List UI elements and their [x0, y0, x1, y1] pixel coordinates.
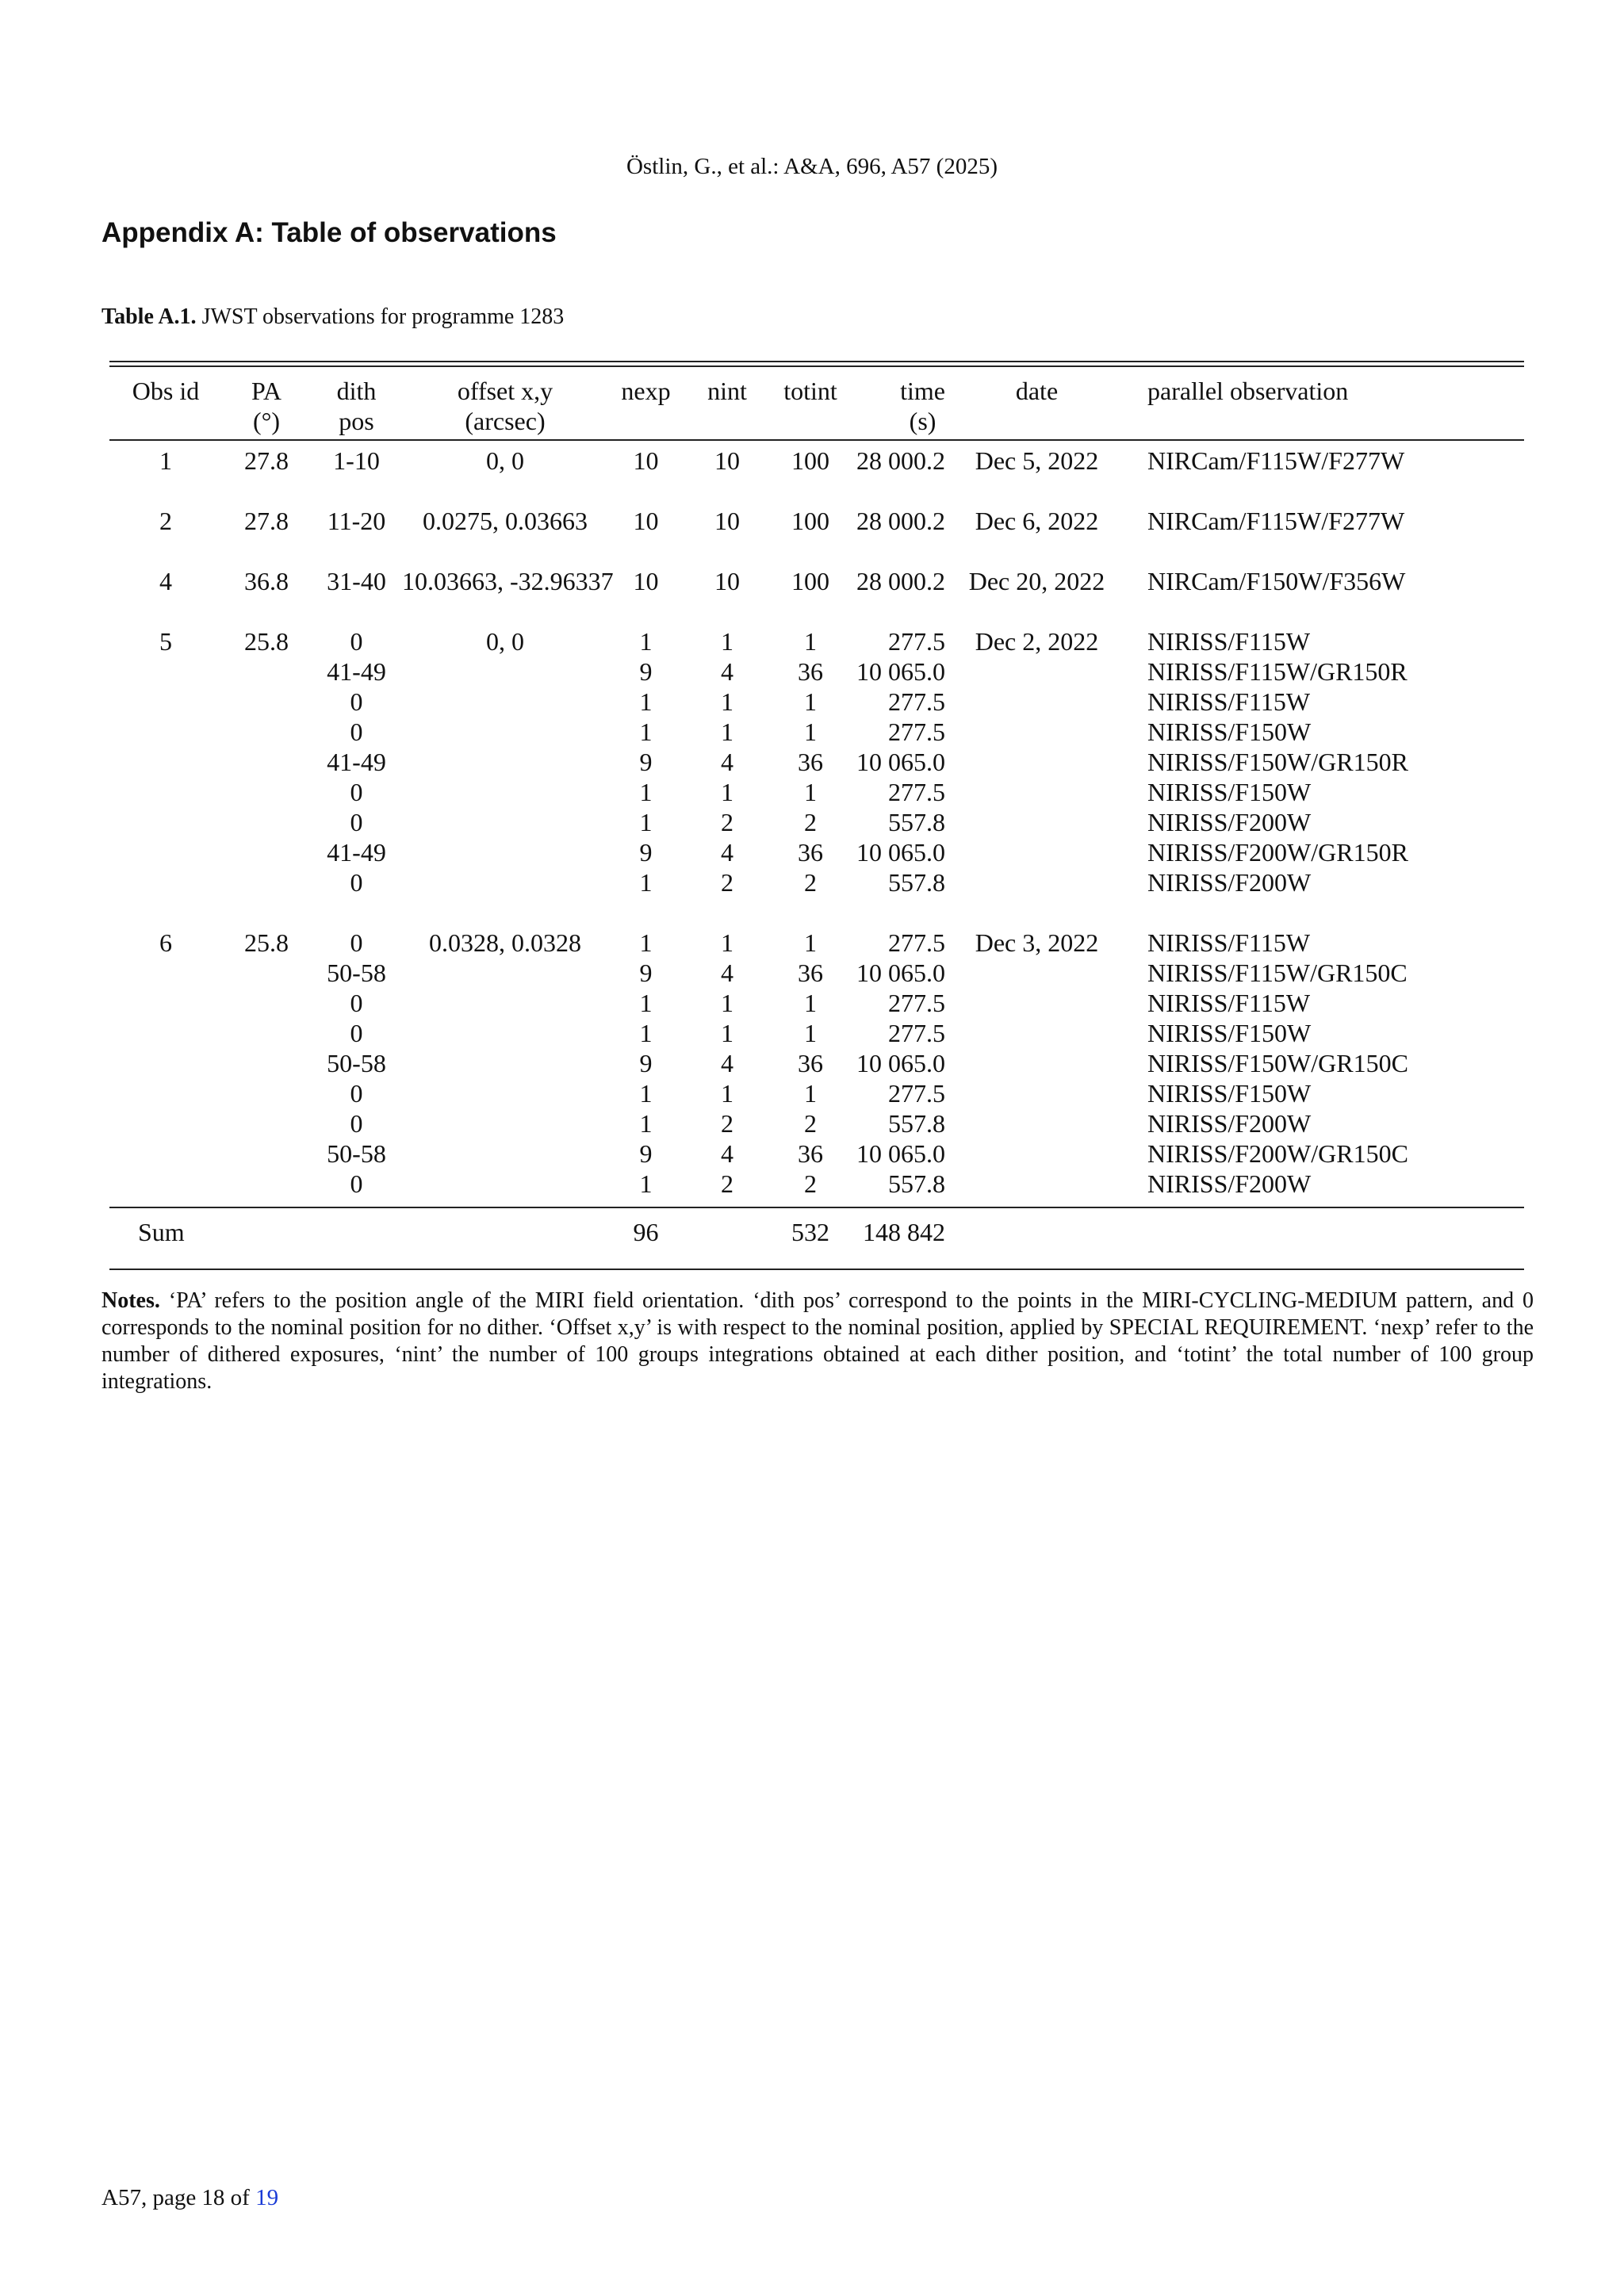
cell-parallel: NIRISS/F200W/GR150C — [1147, 1139, 1408, 1168]
cell-dith-pos: 1-10 — [333, 446, 380, 475]
page-number-text: A57, page 18 of — [102, 2185, 256, 2210]
cell-dith-pos: 50-58 — [327, 1139, 386, 1168]
table-sum-row — [109, 1215, 1524, 1249]
cell-time: 557.8 — [888, 868, 945, 897]
table-body — [109, 446, 1524, 1249]
table-row — [109, 656, 1524, 687]
cell-parallel: NIRISS/F115W/GR150C — [1147, 959, 1408, 987]
cell-pa — [222, 1048, 311, 1078]
table-spacer-row — [109, 596, 1524, 626]
cell-dith-pos: 0 — [350, 1109, 363, 1138]
spacer-cell — [109, 897, 1524, 928]
cell-offset — [402, 687, 608, 717]
cell-dith-pos: 41-49 — [327, 838, 386, 867]
cell-date — [945, 988, 1128, 1018]
cell-pa — [222, 1169, 311, 1199]
cell-obs-id: 4 — [159, 567, 172, 595]
table-row — [109, 807, 1524, 837]
cell-totint: 2 — [804, 808, 817, 836]
cell-nint: 2 — [721, 1169, 733, 1198]
cell-time: 277.5 — [888, 778, 945, 806]
cell-time: 28 000.2 — [856, 446, 945, 475]
cell-parallel: NIRISS/F200W — [1147, 1169, 1312, 1198]
cell-totint: 2 — [804, 1169, 817, 1198]
observations-table — [109, 369, 1524, 1249]
column-header: dith pos — [336, 377, 377, 435]
cell-obs-id: 2 — [159, 507, 172, 535]
cell-obs-id — [109, 717, 222, 747]
table-bottom-rule — [109, 1269, 1524, 1270]
cell-time: 277.5 — [888, 627, 945, 656]
table-row — [109, 1138, 1524, 1169]
cell-parallel: NIRISS/F115W — [1147, 687, 1311, 716]
cell-dith-pos: 11-20 — [327, 507, 386, 535]
spacer-cell — [109, 1199, 1524, 1215]
cell-time: 277.5 — [888, 1019, 945, 1047]
cell-totint: 1 — [804, 1019, 817, 1047]
cell-totint: 36 — [798, 748, 823, 776]
cell-time: 10 065.0 — [856, 1049, 945, 1077]
cell-parallel: NIRISS/F200W — [1147, 868, 1312, 897]
cell-nexp: 9 — [639, 1049, 653, 1077]
cell-time: 10 065.0 — [856, 657, 945, 686]
cell-date: Dec 20, 2022 — [968, 567, 1105, 595]
cell-parallel: NIRISS/F115W — [1147, 989, 1311, 1017]
cell-offset — [402, 1048, 608, 1078]
cell-time: 28 000.2 — [856, 507, 945, 535]
cell-nint: 4 — [721, 838, 733, 867]
cell-date — [945, 807, 1128, 837]
cell-obs-id — [109, 1108, 222, 1138]
table-top-rule — [109, 361, 1524, 362]
cell-nexp: 1 — [639, 778, 653, 806]
cell-nint: 1 — [721, 1019, 733, 1047]
cell-offset: 0.0328, 0.0328 — [429, 928, 581, 957]
column-header: totint — [783, 377, 837, 405]
cell-time: 557.8 — [888, 1169, 945, 1198]
cell-offset — [402, 867, 608, 897]
cell-parallel: NIRISS/F150W — [1147, 718, 1312, 746]
cell-date — [945, 867, 1128, 897]
table-row — [109, 867, 1524, 897]
cell-pa — [222, 837, 311, 867]
cell-nint: 10 — [714, 567, 740, 595]
cell-pa — [222, 958, 311, 988]
cell-dith-pos: 0 — [350, 989, 363, 1017]
cell-totint: 36 — [798, 657, 823, 686]
cell-obs-id — [109, 777, 222, 807]
cell-nint: 1 — [721, 778, 733, 806]
cell-obs-id — [109, 958, 222, 988]
cell-date — [945, 656, 1128, 687]
cell-nexp: 1 — [639, 989, 653, 1017]
cell-parallel: NIRISS/F150W/GR150C — [1147, 1049, 1408, 1077]
column-header: PA (°) — [251, 377, 282, 435]
cell-offset — [402, 958, 608, 988]
cell-offset: 0, 0 — [486, 627, 524, 656]
table-row — [109, 687, 1524, 717]
table-row — [109, 988, 1524, 1018]
cell-offset — [402, 656, 608, 687]
notes-label: Notes. — [102, 1288, 160, 1313]
cell-pa: 27.8 — [244, 446, 289, 475]
cell-time: 10 065.0 — [856, 959, 945, 987]
cell-nint: 1 — [721, 627, 733, 656]
table-row — [109, 777, 1524, 807]
cell-totint: 36 — [798, 838, 823, 867]
cell-offset — [402, 777, 608, 807]
cell-pa — [222, 1108, 311, 1138]
cell-nint: 4 — [721, 657, 733, 686]
table-row — [109, 1108, 1524, 1138]
cell-nexp: 1 — [639, 627, 653, 656]
cell-nexp: 9 — [639, 959, 653, 987]
cell-date — [945, 747, 1128, 777]
cell-time: 10 065.0 — [856, 1139, 945, 1168]
table-caption-text: JWST observations for programme 1283 — [196, 304, 565, 329]
cell-nint: 4 — [721, 959, 733, 987]
cell-date: Dec 5, 2022 — [975, 446, 1099, 475]
cell-nexp: 9 — [639, 1139, 653, 1168]
cell-nexp: 1 — [639, 808, 653, 836]
cell-dith-pos: 50-58 — [327, 959, 386, 987]
table-row — [109, 747, 1524, 777]
cell-offset: 10.03663, -32.96337 — [402, 567, 614, 595]
cell-nexp: 10 — [633, 567, 659, 595]
cell-obs-id — [109, 988, 222, 1018]
cell-nexp: 9 — [639, 748, 653, 776]
cell-date: Dec 6, 2022 — [975, 507, 1099, 535]
cell-totint: 100 — [791, 567, 829, 595]
cell-time: 28 000.2 — [856, 567, 945, 595]
cell-time: 10 065.0 — [856, 838, 945, 867]
cell-time: 557.8 — [888, 808, 945, 836]
cell-totint: 36 — [798, 1049, 823, 1077]
page-footer — [102, 2185, 278, 2211]
cell-pa: 36.8 — [244, 567, 289, 595]
cell-parallel: NIRISS/F150W — [1147, 1079, 1312, 1108]
cell-totint: 100 — [791, 446, 829, 475]
table-spacer-row — [109, 1199, 1524, 1215]
cell-date — [945, 777, 1128, 807]
column-header: date — [1015, 377, 1059, 405]
cell-time: 277.5 — [888, 718, 945, 746]
cell-nexp: 1 — [639, 687, 653, 716]
cell-pa — [222, 717, 311, 747]
cell-date — [945, 837, 1128, 867]
cell-parallel: NIRISS/F200W — [1147, 1109, 1312, 1138]
cell-date — [945, 1138, 1128, 1169]
cell-dith-pos: 41-49 — [327, 748, 386, 776]
table-top-rule-second — [109, 365, 1524, 367]
cell-dith-pos: 31-40 — [327, 567, 386, 595]
cell-time: 277.5 — [888, 1079, 945, 1108]
cell-dith-pos: 0 — [350, 928, 363, 957]
cell-nexp: 1 — [639, 1109, 653, 1138]
cell-offset — [402, 1078, 608, 1108]
cell-date — [945, 958, 1128, 988]
spacer-cell — [109, 536, 1524, 566]
cell-dith-pos: 0 — [350, 718, 363, 746]
cell-obs-id — [109, 807, 222, 837]
cell-dith-pos: 0 — [350, 1019, 363, 1047]
cell-dith-pos: 0 — [350, 1079, 363, 1108]
cell-nexp: 10 — [633, 446, 659, 475]
cell-totint: 36 — [798, 1139, 823, 1168]
cell-offset — [402, 1018, 608, 1048]
cell-nexp: 1 — [639, 1019, 653, 1047]
cell-pa — [222, 1138, 311, 1169]
cell-pa — [222, 1018, 311, 1048]
cell-dith-pos: 0 — [350, 868, 363, 897]
cell-nexp: 1 — [639, 1079, 653, 1108]
table-spacer-row — [109, 476, 1524, 506]
cell-nint: 10 — [714, 446, 740, 475]
spacer-cell — [109, 596, 1524, 626]
cell-date — [945, 1048, 1128, 1078]
cell-pa: 25.8 — [244, 928, 289, 957]
cell-nexp: 9 — [639, 838, 653, 867]
cell-offset — [402, 1108, 608, 1138]
section-title: Appendix A: Table of observations — [102, 217, 557, 248]
cell-pa — [222, 777, 311, 807]
cell-time: 277.5 — [888, 989, 945, 1017]
cell-obs-id — [109, 747, 222, 777]
cell-offset — [402, 988, 608, 1018]
cell-date: Dec 2, 2022 — [975, 627, 1099, 656]
table-caption — [102, 304, 564, 330]
cell-nexp: 1 — [639, 718, 653, 746]
table-row — [109, 446, 1524, 476]
cell-obs-id — [109, 687, 222, 717]
cell-totint: 100 — [791, 507, 829, 535]
cell-obs-id: 5 — [159, 627, 172, 656]
cell-dith-pos: 0 — [350, 627, 363, 656]
sum-label: Sum — [138, 1218, 185, 1246]
table-row — [109, 1048, 1524, 1078]
cell-totint: 1 — [804, 778, 817, 806]
cell-date: Dec 3, 2022 — [975, 928, 1099, 957]
cell-date — [945, 717, 1128, 747]
cell-parallel: NIRCam/F115W/F277W — [1147, 507, 1405, 535]
cell-nint: 10 — [714, 507, 740, 535]
cell-offset — [402, 1169, 608, 1199]
cell-totint: 2 — [804, 868, 817, 897]
table-notes — [102, 1288, 1534, 1395]
cell-parallel — [1128, 1215, 1524, 1249]
cell-nexp: 1 — [639, 928, 653, 957]
cell-totint: 1 — [804, 627, 817, 656]
cell-date — [945, 1169, 1128, 1199]
column-header: time (s) — [900, 377, 945, 435]
table-row — [109, 1018, 1524, 1048]
cell-obs-id — [109, 1018, 222, 1048]
cell-parallel: NIRISS/F200W/GR150R — [1147, 838, 1408, 867]
cell-obs-id — [109, 1048, 222, 1078]
table-spacer-row — [109, 536, 1524, 566]
table-row — [109, 837, 1524, 867]
cell-offset — [402, 747, 608, 777]
table-row — [109, 626, 1524, 656]
cell-offset: 0.0275, 0.03663 — [423, 507, 588, 535]
cell-nint: 1 — [721, 718, 733, 746]
cell-totint: 2 — [804, 1109, 817, 1138]
cell-parallel: NIRISS/F200W — [1147, 808, 1312, 836]
table-row — [109, 928, 1524, 958]
cell-offset — [402, 1138, 608, 1169]
table-row — [109, 506, 1524, 536]
cell-dith-pos: 0 — [350, 778, 363, 806]
cell-totint: 1 — [804, 718, 817, 746]
cell-nexp: 9 — [639, 657, 653, 686]
cell-nint: 1 — [721, 928, 733, 957]
running-head: Östlin, G., et al.: A&A, 696, A57 (2025) — [626, 154, 998, 179]
cell-dith-pos: 0 — [350, 1169, 363, 1198]
cell-time: 148 842 — [863, 1218, 945, 1246]
cell-totint: 1 — [804, 1079, 817, 1108]
cell-time: 277.5 — [888, 687, 945, 716]
cell-date — [945, 1215, 1128, 1249]
cell-totint: 36 — [798, 959, 823, 987]
cell-obs-id — [109, 1138, 222, 1169]
table-row — [109, 1169, 1524, 1199]
cell-dith-pos: 50-58 — [327, 1049, 386, 1077]
cell-offset: 0, 0 — [486, 446, 524, 475]
cell-parallel: NIRISS/F150W — [1147, 1019, 1312, 1047]
cell-parallel: NIRISS/F150W/GR150R — [1147, 748, 1408, 776]
cell-offset — [402, 1215, 608, 1249]
cell-time: 10 065.0 — [856, 748, 945, 776]
cell-nint: 2 — [721, 808, 733, 836]
cell-pa — [222, 747, 311, 777]
cell-dith-pos: 41-49 — [327, 657, 386, 686]
cell-parallel: NIRISS/F115W — [1147, 627, 1311, 656]
cell-dith-pos: 0 — [350, 687, 363, 716]
cell-obs-id: 1 — [159, 446, 172, 475]
table-row — [109, 958, 1524, 988]
cell-parallel: NIRCam/F115W/F277W — [1147, 446, 1405, 475]
cell-offset — [402, 807, 608, 837]
cell-totint: 1 — [804, 989, 817, 1017]
cell-nint — [684, 1215, 771, 1249]
cell-pa — [222, 988, 311, 1018]
cell-nint: 4 — [721, 1139, 733, 1168]
column-header: parallel observation — [1147, 377, 1349, 405]
cell-obs-id — [109, 837, 222, 867]
cell-nint: 4 — [721, 1049, 733, 1077]
spacer-cell — [109, 476, 1524, 506]
cell-totint: 1 — [804, 687, 817, 716]
column-header: nint — [707, 377, 747, 405]
cell-pa — [222, 807, 311, 837]
cell-nexp: 1 — [639, 1169, 653, 1198]
table-header-row — [109, 369, 1524, 446]
cell-date — [945, 687, 1128, 717]
cell-pa: 27.8 — [244, 507, 289, 535]
cell-date — [945, 1108, 1128, 1138]
cell-nint: 1 — [721, 687, 733, 716]
table-caption-label: Table A.1. — [102, 304, 197, 329]
cell-dith-pos — [311, 1215, 402, 1249]
cell-nexp: 1 — [639, 868, 653, 897]
cell-pa — [222, 867, 311, 897]
cell-nint: 1 — [721, 1079, 733, 1108]
cell-nint: 1 — [721, 989, 733, 1017]
cell-parallel: NIRISS/F115W/GR150R — [1147, 657, 1408, 686]
cell-pa — [222, 656, 311, 687]
cell-parallel: NIRCam/F150W/F356W — [1147, 567, 1406, 595]
cell-obs-id: 6 — [159, 928, 172, 957]
cell-offset — [402, 717, 608, 747]
cell-nint: 2 — [721, 1109, 733, 1138]
column-header: offset x,y (arcsec) — [457, 377, 553, 435]
cell-date — [945, 1078, 1128, 1108]
cell-obs-id — [109, 867, 222, 897]
cell-obs-id — [109, 1078, 222, 1108]
table-row — [109, 717, 1524, 747]
cell-nexp: 10 — [633, 507, 659, 535]
cell-time: 277.5 — [888, 928, 945, 957]
cell-dith-pos: 0 — [350, 808, 363, 836]
cell-pa: 25.8 — [244, 627, 289, 656]
total-pages-link[interactable]: 19 — [255, 2185, 279, 2210]
cell-obs-id — [109, 656, 222, 687]
cell-totint: 532 — [791, 1218, 829, 1246]
cell-nint: 2 — [721, 868, 733, 897]
cell-pa — [222, 687, 311, 717]
cell-obs-id — [109, 1169, 222, 1199]
cell-pa — [222, 1078, 311, 1108]
cell-time: 557.8 — [888, 1109, 945, 1138]
cell-pa — [222, 1215, 311, 1249]
table-row — [109, 566, 1524, 596]
cell-parallel: NIRISS/F150W — [1147, 778, 1312, 806]
cell-date — [945, 1018, 1128, 1048]
cell-nexp: 96 — [633, 1218, 659, 1246]
notes-text: ‘PA’ refers to the position angle of the MIRI field orientation. ‘dith pos’ correspond to the points in the MIRI-CYCLING-MEDIUM pattern, and 0 corresponds to the nominal position for no dither. ‘Offset x,y’ is with respect to the nominal position, applied by SPECIAL REQUIREMENT. ‘nexp’ refer to the number of dithered exposures, ‘nint’ the number of 100 groups integrations obtained at each dither position, and ‘totint’ the total number of 100 group integrations. — [102, 1288, 1534, 1394]
cell-parallel: NIRISS/F115W — [1147, 928, 1311, 957]
column-header: Obs id — [132, 377, 200, 405]
column-header: nexp — [621, 377, 671, 405]
cell-nint: 4 — [721, 748, 733, 776]
cell-totint: 1 — [804, 928, 817, 957]
table-spacer-row — [109, 897, 1524, 928]
table-row — [109, 1078, 1524, 1108]
cell-offset — [402, 837, 608, 867]
